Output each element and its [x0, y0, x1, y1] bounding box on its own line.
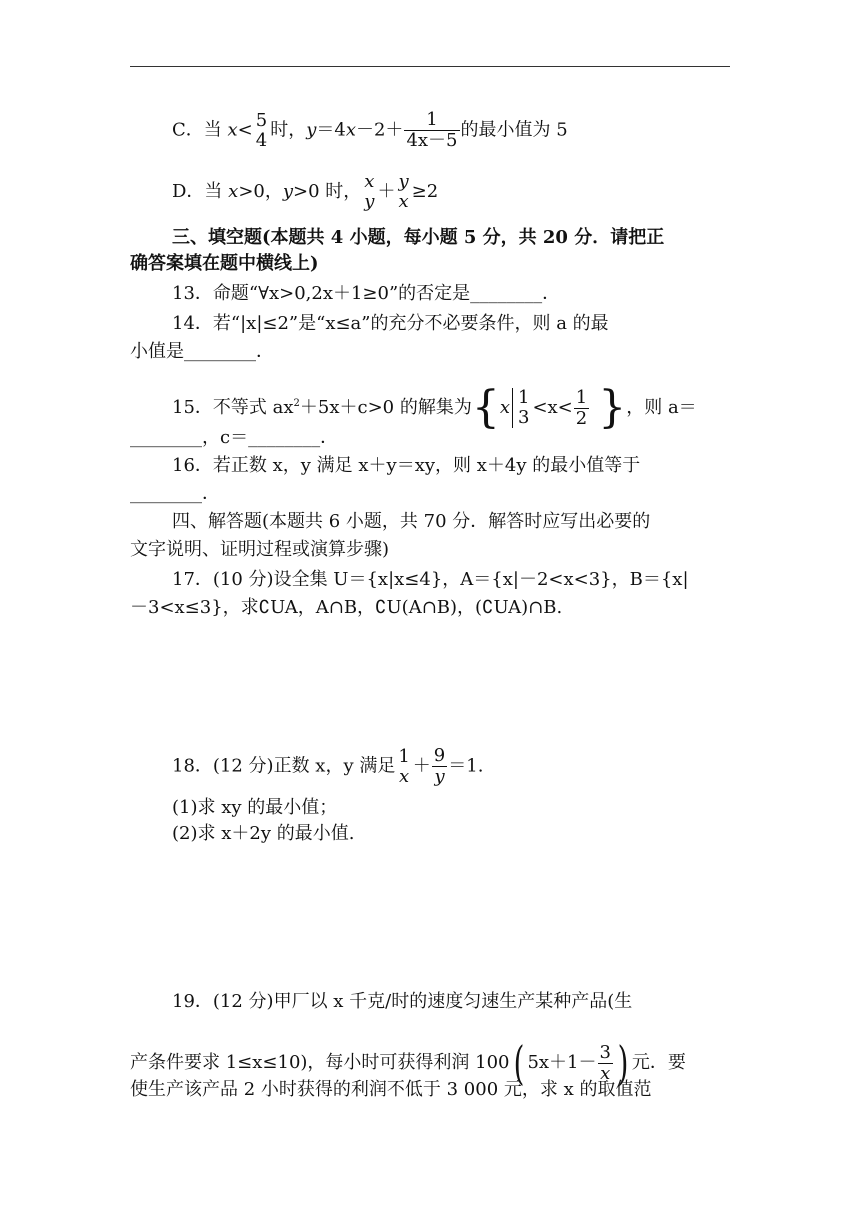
expr-part: －2＋ — [355, 119, 404, 141]
q18-pre: 18．(12 分)正数 x，y 满足 — [172, 755, 396, 777]
option-c-label: C．当 — [172, 119, 228, 141]
fraction-9-y — [432, 746, 447, 787]
var-y: y — [282, 181, 294, 202]
question-16-cont: ________． — [130, 483, 220, 504]
section-4-heading-cont: 文字说明、证明过程或演算步骤) — [130, 539, 390, 560]
frac-den: x — [398, 191, 409, 212]
plus-sign: ＋ — [377, 181, 396, 202]
section-3-heading: 三、填空题(本题共 4 小题，每小题 5 分，共 20 分．请把正 — [172, 227, 665, 248]
fraction-1-x — [396, 747, 411, 787]
fraction-y-x — [396, 172, 410, 212]
var-x: x — [227, 119, 238, 141]
cond-text: >0， — [238, 181, 283, 202]
question-15-cont: ________，c＝________． — [130, 427, 339, 448]
section-4-heading: 四、解答题(本题共 6 小题，共 70 分．解答时应写出必要的 — [172, 511, 651, 532]
var-x: x — [228, 181, 239, 202]
q15-mid: ＋5x＋c>0 的解集为 — [299, 397, 472, 418]
question-13: 13．命题“∀x>0,2x＋1≥0”的否定是________． — [172, 283, 561, 304]
frac-num: 5 — [255, 109, 268, 131]
set-var: x — [499, 397, 510, 418]
var-x: x — [345, 119, 356, 141]
question-14: 14．若“|x|≤2”是“x≤a”的充分不必要条件，则 a 的最 — [172, 313, 609, 334]
section-3-heading-cont: 确答案填在题中横线上) — [130, 253, 319, 274]
option-d — [172, 172, 438, 212]
frac-num: 1 — [518, 387, 530, 408]
left-paren: ( — [513, 1036, 524, 1090]
frac-num: x — [364, 171, 375, 192]
right-paren: ) — [617, 1036, 629, 1090]
q19-post: 元．要 — [631, 1052, 686, 1073]
fraction-5-4 — [254, 111, 269, 151]
frac-num: 3 — [599, 1041, 611, 1063]
frac-num: 1 — [404, 110, 459, 131]
option-d-tail: ≥2 — [411, 181, 439, 202]
fraction-1-over-4x-5 — [404, 110, 459, 151]
frac-den: y — [364, 191, 375, 212]
option-c-tail: 的最小值为 5 — [460, 119, 568, 141]
fraction-x-y — [362, 172, 376, 212]
inequality: <x< — [532, 397, 573, 418]
cond-text: >0 时， — [293, 181, 362, 202]
text-when: 时， — [270, 119, 307, 141]
q15-post: ，则 a＝ — [626, 397, 697, 418]
option-c — [172, 110, 568, 151]
exponent: 2 — [293, 398, 300, 409]
question-17-cont: －3<x≤3}，求∁UA，A∩B，∁U(A∩B)，(∁UA)∩B. — [130, 597, 563, 618]
frac-num: 1 — [575, 386, 588, 408]
frac-num: y — [398, 171, 409, 192]
frac-num: 9 — [433, 745, 446, 766]
frac-num: 1 — [398, 745, 410, 767]
q19-pre: 产条件要求 1≤x≤10)，每小时可获得利润 100 — [130, 1052, 510, 1073]
question-17: 17．(10 分)设全集 U＝{x|x≤4}，A＝{x|－2<x<3}，B＝{x| — [172, 569, 689, 590]
question-14-cont: 小值是________． — [130, 341, 274, 362]
question-16: 16．若正数 x，y 满足 x＋y＝xy，则 x＋4y 的最小值等于 — [172, 455, 641, 476]
frac-den: y — [434, 766, 445, 787]
fraction-1-2 — [574, 388, 589, 429]
frac-den: 2 — [575, 407, 588, 429]
question-18-part-2: (2)求 x＋2y 的最小值. — [172, 823, 355, 844]
question-19: 19．(12 分)甲厂以 x 千克/时的速度匀速生产某种产品(生 — [172, 991, 633, 1012]
frac-den: 4x－5 — [406, 130, 458, 151]
option-d-label: D．当 — [172, 181, 229, 202]
right-brace: } — [598, 382, 627, 433]
header-rule — [130, 66, 730, 67]
frac-den: x — [600, 1062, 611, 1084]
paren-expr: 5x＋1－ — [527, 1052, 597, 1073]
q18-post: ＝1. — [448, 755, 484, 777]
question-18 — [172, 746, 483, 787]
question-18-part-1: (1)求 xy 的最小值； — [172, 797, 338, 818]
frac-den: 4 — [255, 129, 268, 151]
set-bar — [512, 388, 513, 428]
lt-sign: < — [237, 119, 253, 141]
frac-den: 3 — [518, 407, 530, 428]
question-15 — [172, 382, 697, 433]
plus-sign: ＋ — [412, 755, 431, 777]
expr-part: ＝4 — [316, 119, 346, 141]
var-y: y — [306, 119, 317, 141]
frac-den: x — [398, 765, 410, 787]
question-19-cont-2: 使生产该产品 2 小时获得的利润不低于 3 000 元，求 x 的取值范 — [130, 1079, 652, 1100]
left-brace: { — [471, 382, 500, 433]
fraction-1-3 — [516, 388, 531, 428]
q15-pre: 15．不等式 ax — [172, 397, 294, 418]
